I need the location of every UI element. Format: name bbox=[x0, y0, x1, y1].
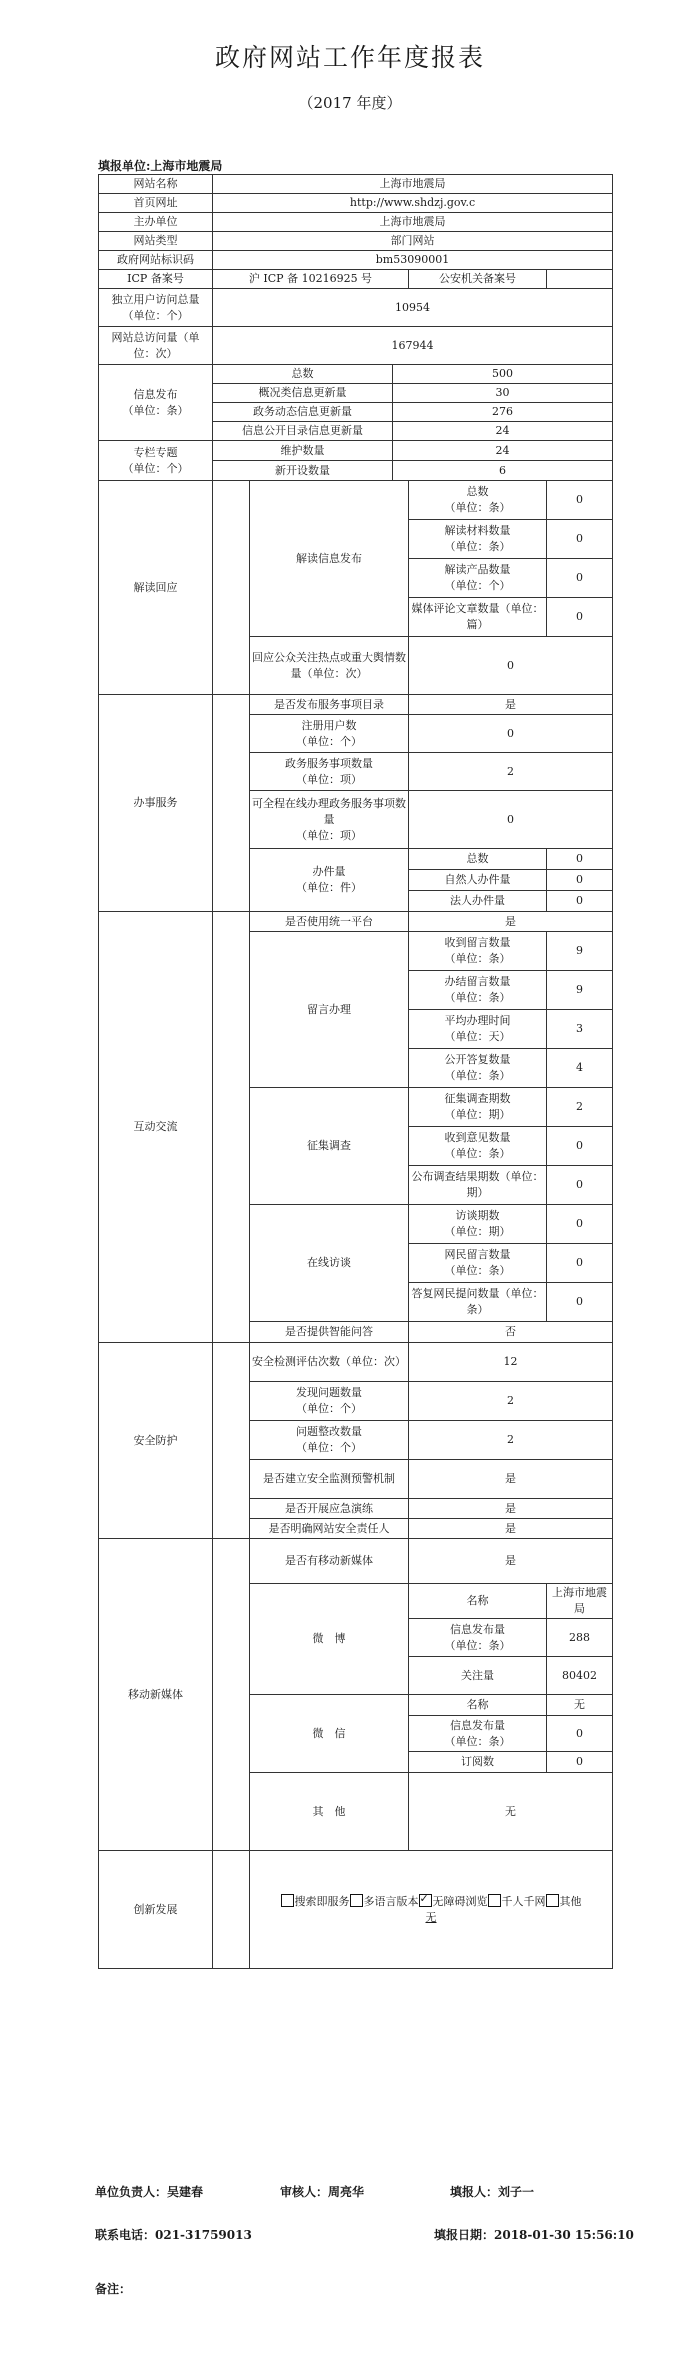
item-label: 是否建立安全监测预警机制 bbox=[250, 1460, 409, 1499]
item-value: 否 bbox=[409, 1322, 613, 1343]
item-value: 0 bbox=[547, 481, 613, 520]
item-label: 征集调查期数 （单位：期） bbox=[409, 1088, 547, 1127]
row-label: 政府网站标识码 bbox=[99, 251, 213, 270]
item-label: 解读材料数量 （单位：条） bbox=[409, 520, 547, 559]
item-label: 网民留言数量 （单位：条） bbox=[409, 1244, 547, 1283]
table-row bbox=[99, 232, 613, 251]
item-label: 总数 bbox=[213, 365, 393, 384]
icp-number: 沪 ICP 备 10216925 号 bbox=[213, 270, 409, 289]
item-value: 是 bbox=[409, 1519, 613, 1539]
row-label: 主办单位 bbox=[99, 213, 213, 232]
item-label: 是否提供智能问答 bbox=[250, 1322, 409, 1343]
table-row bbox=[99, 175, 613, 194]
other-label: 其 他 bbox=[250, 1773, 409, 1851]
item-value: 0 bbox=[409, 715, 613, 753]
reporting-unit: 填报单位:上海市地震局 bbox=[98, 159, 223, 173]
innovation-options bbox=[250, 1851, 613, 1969]
checkbox-other[interactable] bbox=[546, 1894, 559, 1907]
item-value: 9 bbox=[547, 932, 613, 971]
item-label: 是否有移动新媒体 bbox=[250, 1539, 409, 1584]
item-value: 0 bbox=[547, 1752, 613, 1773]
row-value: 10954 bbox=[213, 289, 613, 327]
table-row bbox=[99, 289, 613, 327]
section-label: 创新发展 bbox=[99, 1851, 213, 1969]
item-value: 无 bbox=[409, 1773, 613, 1851]
item-value: 0 bbox=[547, 891, 613, 912]
item-label: 回应公众关注热点或重大舆情数量（单位：次） bbox=[250, 637, 409, 695]
sub-label: 留言办理 bbox=[250, 932, 409, 1088]
checkbox-personalized[interactable] bbox=[488, 1894, 501, 1907]
row-label: 网站总访问量（单位：次） bbox=[99, 327, 213, 365]
item-value: 0 bbox=[547, 520, 613, 559]
contact-phone: 联系电话：021-31759013 bbox=[95, 2228, 252, 2242]
weixin-label: 微 信 bbox=[250, 1695, 409, 1773]
item-value: 2 bbox=[409, 1382, 613, 1421]
item-label: 信息发布量 （单位：条） bbox=[409, 1619, 547, 1657]
item-label: 信息公开目录信息更新量 bbox=[213, 422, 393, 441]
item-value: 2 bbox=[409, 1421, 613, 1460]
row-label: 首页网址 bbox=[99, 194, 213, 213]
item-value: 是 bbox=[409, 1499, 613, 1519]
row-label: 网站名称 bbox=[99, 175, 213, 194]
table-row bbox=[99, 327, 613, 365]
item-value: 0 bbox=[547, 1127, 613, 1166]
table-row bbox=[99, 194, 613, 213]
item-value: 30 bbox=[393, 384, 613, 403]
fill-date: 填报日期：2018-01-30 15:56:10 bbox=[434, 2228, 634, 2242]
option-label: 多语言版本 bbox=[363, 1894, 419, 1908]
section-label: 互动交流 bbox=[99, 912, 213, 1343]
row-value: 上海市地震局 bbox=[213, 213, 613, 232]
item-label: 平均办理时间 （单位：天） bbox=[409, 1010, 547, 1049]
item-value: 0 bbox=[409, 637, 613, 695]
remarks: 备注： bbox=[95, 2282, 132, 2296]
item-value: 0 bbox=[547, 598, 613, 637]
item-label: 法人办件量 bbox=[409, 891, 547, 912]
checkbox-search-service[interactable] bbox=[281, 1894, 294, 1907]
sub-label: 征集调查 bbox=[250, 1088, 409, 1205]
other-text: 无 bbox=[425, 1910, 437, 1924]
table-row bbox=[99, 251, 613, 270]
homepage-url: http://www.shdzj.gov.c bbox=[213, 194, 613, 213]
weibo-name: 上海市地震局 bbox=[547, 1584, 613, 1619]
item-value: 0 bbox=[547, 559, 613, 598]
item-value: 0 bbox=[547, 1283, 613, 1322]
table-row bbox=[99, 213, 613, 232]
item-label: 政务服务事项数量 （单位：项） bbox=[250, 753, 409, 791]
item-label: 是否使用统一平台 bbox=[250, 912, 409, 932]
table-row bbox=[99, 1343, 613, 1382]
table-row bbox=[99, 912, 613, 932]
police-record-value bbox=[547, 270, 613, 289]
table-row bbox=[99, 270, 613, 289]
table-row bbox=[99, 1851, 613, 1969]
option-label: 其他 bbox=[559, 1894, 582, 1908]
item-value: 0 bbox=[547, 1716, 613, 1752]
row-label: 网站类型 bbox=[99, 232, 213, 251]
item-value: 2 bbox=[409, 753, 613, 791]
section-label: 安全防护 bbox=[99, 1343, 213, 1539]
table-row bbox=[99, 441, 613, 461]
item-value: 0 bbox=[547, 1205, 613, 1244]
item-label: 是否发布服务事项目录 bbox=[250, 695, 409, 715]
item-label: 总数 bbox=[409, 849, 547, 870]
section-label: 信息发布 （单位：条） bbox=[99, 365, 213, 441]
item-label: 解读产品数量 （单位：个） bbox=[409, 559, 547, 598]
responsible-person: 单位负责人：吴建春 bbox=[95, 2185, 204, 2199]
item-label: 总数 （单位：条） bbox=[409, 481, 547, 520]
checkbox-multilingual[interactable] bbox=[350, 1894, 363, 1907]
item-label: 答复网民提问数量（单位：条） bbox=[409, 1283, 547, 1322]
item-value: 0 bbox=[409, 791, 613, 849]
row-label: ICP 备案号 bbox=[99, 270, 213, 289]
row-value: 部门网站 bbox=[213, 232, 613, 251]
item-value: 0 bbox=[547, 1166, 613, 1205]
row-value: bm53090001 bbox=[213, 251, 613, 270]
item-label: 是否开展应急演练 bbox=[250, 1499, 409, 1519]
report-year: （2017 年度） bbox=[298, 94, 402, 112]
item-value: 276 bbox=[393, 403, 613, 422]
row-value: 上海市地震局 bbox=[213, 175, 613, 194]
item-value: 0 bbox=[547, 1244, 613, 1283]
item-value: 4 bbox=[547, 1049, 613, 1088]
reviewer: 审核人：周亮华 bbox=[280, 2185, 365, 2199]
item-label: 办结留言数量 （单位：条） bbox=[409, 971, 547, 1010]
sub-label: 办件量 （单位：件） bbox=[250, 849, 409, 912]
item-label: 公开答复数量 （单位：条） bbox=[409, 1049, 547, 1088]
item-value: 24 bbox=[393, 422, 613, 441]
item-label: 名称 bbox=[409, 1695, 547, 1716]
item-value: 是 bbox=[409, 1460, 613, 1499]
page-title: 政府网站工作年度报表 bbox=[214, 43, 485, 72]
item-label: 政务动态信息更新量 bbox=[213, 403, 393, 422]
section-label: 解读回应 bbox=[99, 481, 213, 695]
weixin-name: 无 bbox=[547, 1695, 613, 1716]
option-label: 无障碍浏览 bbox=[432, 1894, 488, 1908]
item-label: 关注量 bbox=[409, 1657, 547, 1695]
item-label: 媒体评论文章数量（单位：篇） bbox=[409, 598, 547, 637]
table-row bbox=[99, 695, 613, 715]
item-value: 0 bbox=[547, 849, 613, 870]
item-label: 问题整改数量 （单位：个） bbox=[250, 1421, 409, 1460]
checkbox-accessibility[interactable] bbox=[419, 1894, 432, 1907]
item-value: 288 bbox=[547, 1619, 613, 1657]
weibo-label: 微 博 bbox=[250, 1584, 409, 1695]
item-value: 80402 bbox=[547, 1657, 613, 1695]
item-label: 收到留言数量 （单位：条） bbox=[409, 932, 547, 971]
sub-label: 在线访谈 bbox=[250, 1205, 409, 1322]
item-label: 新开设数量 bbox=[213, 461, 393, 481]
table-row bbox=[99, 365, 613, 384]
item-value: 500 bbox=[393, 365, 613, 384]
table-row bbox=[99, 481, 613, 520]
section-label: 移动新媒体 bbox=[99, 1539, 213, 1851]
police-record-label: 公安机关备案号 bbox=[409, 270, 547, 289]
item-label: 订阅数 bbox=[409, 1752, 547, 1773]
filler: 填报人：刘子一 bbox=[450, 2185, 535, 2199]
item-label: 访谈期数 （单位：期） bbox=[409, 1205, 547, 1244]
item-label: 信息发布量 （单位：条） bbox=[409, 1716, 547, 1752]
item-value: 3 bbox=[547, 1010, 613, 1049]
item-value: 0 bbox=[547, 870, 613, 891]
item-value: 是 bbox=[409, 912, 613, 932]
row-value: 167944 bbox=[213, 327, 613, 365]
row-label: 独立用户访问总量（单位：个） bbox=[99, 289, 213, 327]
item-value: 24 bbox=[393, 441, 613, 461]
section-label: 专栏专题 （单位：个） bbox=[99, 441, 213, 481]
item-value: 6 bbox=[393, 461, 613, 481]
item-label: 注册用户数 （单位：个） bbox=[250, 715, 409, 753]
item-value: 12 bbox=[409, 1343, 613, 1382]
report-table bbox=[98, 174, 613, 1969]
item-label: 安全检测评估次数（单位：次） bbox=[250, 1343, 409, 1382]
item-label: 可全程在线办理政务服务事项数量 （单位：项） bbox=[250, 791, 409, 849]
item-value: 是 bbox=[409, 695, 613, 715]
item-label: 公布调查结果期数（单位：期） bbox=[409, 1166, 547, 1205]
item-value: 是 bbox=[409, 1539, 613, 1584]
item-value: 9 bbox=[547, 971, 613, 1010]
item-label: 自然人办件量 bbox=[409, 870, 547, 891]
option-label: 千人千网 bbox=[501, 1894, 546, 1908]
item-label: 概况类信息更新量 bbox=[213, 384, 393, 403]
item-label: 收到意见数量 （单位：条） bbox=[409, 1127, 547, 1166]
item-label: 名称 bbox=[409, 1584, 547, 1619]
item-label: 维护数量 bbox=[213, 441, 393, 461]
sub-label: 解读信息发布 bbox=[250, 481, 409, 637]
option-label: 搜索即服务 bbox=[294, 1894, 350, 1908]
section-label: 办事服务 bbox=[99, 695, 213, 912]
table-row bbox=[99, 1539, 613, 1584]
item-value: 2 bbox=[547, 1088, 613, 1127]
item-label: 发现问题数量 （单位：个） bbox=[250, 1382, 409, 1421]
item-label: 是否明确网站安全责任人 bbox=[250, 1519, 409, 1539]
